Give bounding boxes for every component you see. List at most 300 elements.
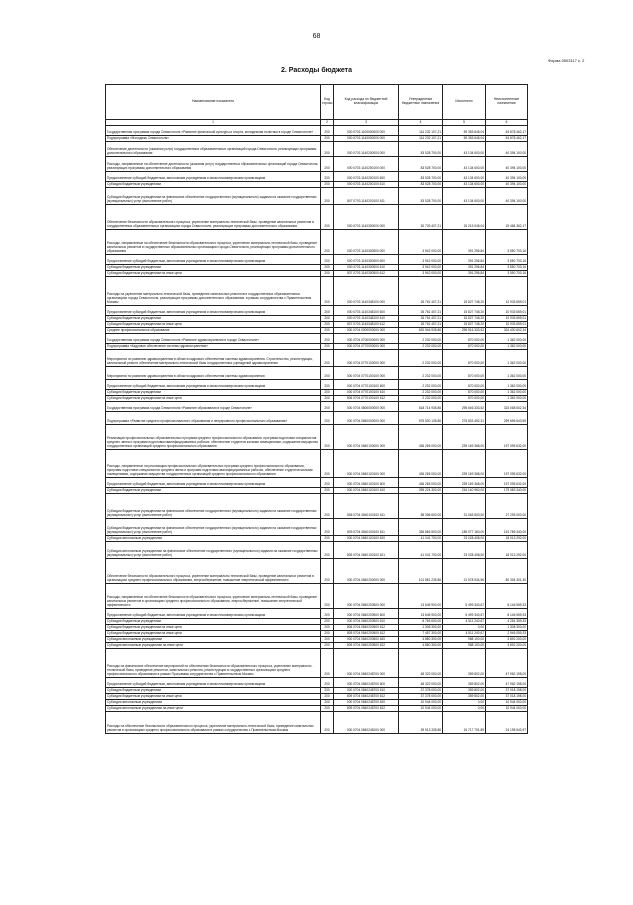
row-approved: 436 265 000,00 xyxy=(399,450,443,478)
table-row xyxy=(106,425,528,450)
row-classification: 000 0704 0800000000 000 xyxy=(334,402,399,412)
row-classification: 806 0704 0770100100 612 xyxy=(334,396,399,402)
row-approved: 26 761 407,21 xyxy=(399,316,443,322)
row-unexecuted: 1 362 000,00 xyxy=(486,390,528,396)
row-classification: 000 0704 0840200500 620 xyxy=(334,637,399,643)
row-executed: 43 134 600,00 xyxy=(443,182,486,188)
row-executed: 59 353 645,04 xyxy=(443,136,486,142)
row-classification: 000 0704 0840248100 000 xyxy=(334,712,399,734)
row-executed: 988 100,00 xyxy=(443,643,486,649)
row-classification: 000 0703 1140200100 610 xyxy=(334,182,399,188)
table-row xyxy=(106,188,528,205)
row-executed: 59 353 645,04 xyxy=(443,126,486,136)
row-code: 200 xyxy=(321,402,334,412)
table-row xyxy=(106,172,528,182)
row-approved: 618 714 935,86 xyxy=(399,402,443,412)
row-executed: 23 028 408,00 xyxy=(443,536,486,542)
row-name: Мероприятия по развитию здравоохранения в области кадрового обеспечения системы здравоохранения xyxy=(106,367,321,380)
table-row xyxy=(106,126,528,136)
row-unexecuted: 47 962 198,00 xyxy=(486,678,528,688)
row-approved: 436 265 000,00 xyxy=(399,425,443,450)
row-approved: 26 761 407,21 xyxy=(399,277,443,306)
col-index: 3 xyxy=(334,120,399,126)
row-unexecuted: 3 550 703,16 xyxy=(486,271,528,277)
row-approved: 3 942 000,00 xyxy=(399,271,443,277)
row-approved: 48 322 000,00 xyxy=(399,649,443,678)
row-name: Обеспечение деятельности (оказания услуг) государственных образовательных организаций города Севастополя, реализующих программы дополнительного образования xyxy=(106,142,321,157)
row-approved: 2 232 000,00 xyxy=(399,396,443,402)
row-unexecuted: 197 095 632,00 xyxy=(486,478,528,488)
row-name: Предоставление субсидий бюджетным, автономным учреждениям и иным некоммерческим организациям xyxy=(106,172,321,182)
row-code: 200 xyxy=(321,412,334,425)
row-name: Обеспечение безопасности образовательного процесса, укрепление материально-технической базы, проведение капитальных ремонтов в организациях среднего профессионального образования, энергосбережение, повышение энергетической эффективности xyxy=(106,559,321,584)
row-classification: 000 0703 1140300000 000 xyxy=(334,205,399,230)
row-code: 200 xyxy=(321,205,334,230)
table-row xyxy=(106,678,528,688)
row-name: Мероприятия по развитию здравоохранения в области кадрового обеспечения системы здравоохранения. Строительство, реконструкция, капитальный ремонт, обеспечение материально-технической базы государственных учреждений здравоохранения xyxy=(106,350,321,367)
row-approved: 2 232 000,00 xyxy=(399,350,443,367)
table-row xyxy=(106,450,528,478)
row-name: Предоставление субсидий бюджетным, автономным учреждениям и иным некоммерческим организациям xyxy=(106,255,321,265)
row-code: 200 xyxy=(321,559,334,584)
row-executed: 870 000,00 xyxy=(443,344,486,350)
row-code: 200 xyxy=(321,694,334,700)
row-name: Субсидии бюджетным учреждениям на иные цели xyxy=(106,322,321,328)
row-approved: 13 645 900,00 xyxy=(399,584,443,609)
table-row xyxy=(106,255,528,265)
row-unexecuted: 54 878 462,17 xyxy=(486,126,528,136)
row-code: 200 xyxy=(321,678,334,688)
row-unexecuted: 10 933 659,01 xyxy=(486,277,528,306)
row-approved: 26 761 407,21 xyxy=(399,306,443,316)
row-executed: 359 802,00 xyxy=(443,694,486,700)
col-index: 6 xyxy=(486,120,528,126)
row-executed: 239 169 368,00 xyxy=(443,450,486,478)
row-code: 200 xyxy=(321,609,334,619)
row-code: 200 xyxy=(321,136,334,142)
row-approved: 2 232 000,00 xyxy=(399,390,443,396)
row-code: 200 xyxy=(321,700,334,706)
row-executed: 870 000,00 xyxy=(443,396,486,402)
row-executed: 0,00 xyxy=(443,625,486,631)
row-executed: 23 028 408,00 xyxy=(443,542,486,559)
row-approved: 83 528 700,00 xyxy=(399,188,443,205)
row-classification: 807 0703 1140200100 611 xyxy=(334,188,399,205)
row-unexecuted: 1 362 000,00 xyxy=(486,380,528,390)
row-classification: 000 0704 0840100100 620 xyxy=(334,536,399,542)
row-code: 200 xyxy=(321,519,334,536)
table-row xyxy=(106,402,528,412)
row-approved: 30 703 407,21 xyxy=(399,205,443,230)
table-row xyxy=(106,142,528,157)
row-classification: 000 0704 0000000000 000 xyxy=(334,328,399,334)
row-executed: 0,00 xyxy=(443,706,486,712)
row-name: Реализация профессиональных образовательных программ среднего профессионального образования, программ подготовки специалистов среднего звена и программ подготовки квалифицированных рабочих, обеспечение студентов жилыми помещениями, содержание имущества государственных организаций среднего профессионального образования xyxy=(106,425,321,450)
row-unexecuted: 54 878 462,17 xyxy=(486,136,528,142)
row-code: 200 xyxy=(321,712,334,734)
row-classification: 807 0703 1140348100 612 xyxy=(334,322,399,328)
row-approved: 39 913 335,86 xyxy=(399,712,443,734)
row-unexecuted: 10 944 000,00 xyxy=(486,700,528,706)
row-unexecuted: 3 550 703,16 xyxy=(486,230,528,255)
row-classification: 000 0703 1140200100 000 xyxy=(334,157,399,172)
row-unexecuted: 47 962 198,00 xyxy=(486,649,528,678)
row-executed: 4 511 240,67 xyxy=(443,619,486,625)
row-unexecuted: 10 944 000,00 xyxy=(486,706,528,712)
row-approved: 41 041 700,00 xyxy=(399,542,443,559)
row-classification: 809 0704 0840248700 612 xyxy=(334,694,399,700)
row-code: 200 xyxy=(321,142,334,157)
row-unexecuted: 1 362 000,00 xyxy=(486,396,528,402)
header-unexecuted: Неисполненные назначения xyxy=(486,85,528,120)
row-approved: 58 356 600,00 xyxy=(399,494,443,519)
row-name: Субсидии автономным учреждениям xyxy=(106,536,321,542)
row-code: 200 xyxy=(321,344,334,350)
row-unexecuted: 40 394 100,00 xyxy=(486,172,528,182)
row-classification: 000 0703 1140000000 000 xyxy=(334,136,399,142)
header-code: Код строки xyxy=(321,85,334,120)
col-index: 1 xyxy=(106,120,321,126)
row-name: Субсидии бюджетным учреждениям xyxy=(106,182,321,188)
row-executed: 15 827 748,20 xyxy=(443,322,486,328)
table-row xyxy=(106,542,528,559)
row-approved: 48 322 000,00 xyxy=(399,678,443,688)
row-classification: 000 0703 1140200000 000 xyxy=(334,142,399,157)
row-code: 200 xyxy=(321,322,334,328)
row-approved: 436 265 000,00 xyxy=(399,478,443,488)
row-classification: 000 0704 0770100100 600 xyxy=(334,380,399,390)
row-executed: 988 100,00 xyxy=(443,637,486,643)
row-unexecuted: 1 308 300,00 xyxy=(486,625,528,631)
row-approved: 83 528 700,00 xyxy=(399,142,443,157)
row-code: 200 xyxy=(321,688,334,694)
row-approved: 4 880 300,00 xyxy=(399,643,443,649)
row-classification: 000 0703 1140348100 610 xyxy=(334,316,399,322)
row-executed: 391 296,84 xyxy=(443,265,486,271)
row-classification: 837 0703 1140300500 612 xyxy=(334,271,399,277)
row-name: Государственная программа города Севастополя «Развитие физической культуры и спорта, молодежная политика в городе Севастополе» xyxy=(106,126,321,136)
table-row xyxy=(106,380,528,390)
row-executed: 870 000,00 xyxy=(443,390,486,396)
row-executed: 185 077 160,00 xyxy=(443,519,486,536)
row-approved: 101 881 235,86 xyxy=(399,559,443,584)
row-classification: 000 0704 0770100100 610 xyxy=(334,390,399,396)
row-name: Подпрограмма «Развитие среднего профессионального образования и непрерывного профессионального образования» xyxy=(106,412,321,425)
header-classification: Код расхода по бюджетной классификации xyxy=(334,85,399,120)
row-code: 200 xyxy=(321,649,334,678)
row-code: 200 xyxy=(321,396,334,402)
header-approved: Утвержденные бюджетные назначения xyxy=(399,85,443,120)
row-executed: 15 827 748,20 xyxy=(443,277,486,306)
row-unexecuted: 3 550 703,16 xyxy=(486,255,528,265)
row-approved: 41 041 700,00 xyxy=(399,536,443,542)
row-classification: 000 0704 0840200500 610 xyxy=(334,619,399,625)
row-unexecuted: 197 095 632,00 xyxy=(486,450,528,478)
row-executed: 870 000,00 xyxy=(443,334,486,344)
table-row xyxy=(106,494,528,519)
table-row xyxy=(106,712,528,734)
row-name: Субсидии бюджетным учреждениям xyxy=(106,688,321,694)
table-row xyxy=(106,230,528,255)
row-approved: 26 761 407,21 xyxy=(399,322,443,328)
row-name: Субсидии бюджетным учреждениям на иные цели xyxy=(106,694,321,700)
row-unexecuted: 324 430 602,34 xyxy=(486,328,528,334)
row-classification: 000 0704 0840200000 000 xyxy=(334,559,399,584)
row-unexecuted: 8 146 559,33 xyxy=(486,609,528,619)
row-unexecuted: 27 293 000,00 xyxy=(486,494,528,519)
row-executed: 15 827 748,20 xyxy=(443,306,486,316)
row-code: 200 xyxy=(321,542,334,559)
row-unexecuted: 18 013 292,00 xyxy=(486,542,528,559)
row-unexecuted: 2 946 059,33 xyxy=(486,631,528,637)
row-executed: 5 499 340,67 xyxy=(443,584,486,609)
table-row xyxy=(106,559,528,584)
row-unexecuted: 323 068 602,34 xyxy=(486,402,528,412)
page-number: 68 xyxy=(312,33,321,40)
row-approved: 2 232 000,00 xyxy=(399,334,443,344)
row-name: Обеспечение безопасности образовательного процесса, укрепление материально-технической базы, проведение капитальных ремонтов в государственных образовательных организациях города Севастополя, реализующих программы дополнительного образования xyxy=(106,205,321,230)
row-classification: 000 0704 0840100100 600 xyxy=(334,478,399,488)
row-approved: 395 224 300,00 xyxy=(399,488,443,494)
row-classification: 000 0704 0770100000 000 xyxy=(334,350,399,367)
row-classification: 806 0704 0840200500 612 xyxy=(334,625,399,631)
row-executed: 15 717 791,89 xyxy=(443,712,486,734)
row-unexecuted: 179 083 340,00 xyxy=(486,488,528,494)
row-unexecuted: 1 362 000,00 xyxy=(486,367,528,380)
row-executed: 870 000,00 xyxy=(443,380,486,390)
row-executed: 391 296,84 xyxy=(443,255,486,265)
row-name: Субсидии бюджетным учреждениям на иные цели xyxy=(106,396,321,402)
row-classification: 000 0704 0840100100 610 xyxy=(334,488,399,494)
row-executed: 43 134 600,00 xyxy=(443,188,486,205)
row-name: Предоставление субсидий бюджетным, автономным учреждениям и иным некоммерческим организациям xyxy=(106,478,321,488)
row-classification: 000 0704 0840248700 620 xyxy=(334,700,399,706)
row-unexecuted: 37 018 198,00 xyxy=(486,688,528,694)
row-code: 200 xyxy=(321,157,334,172)
row-classification: 000 0703 1140300500 600 xyxy=(334,255,399,265)
row-unexecuted: 40 394 100,00 xyxy=(486,188,528,205)
row-name: Расходы, направленные на реализацию профессиональных образовательных программ среднего профессионального образования, программ подготовки специалистов среднего звена и программ подготовки квалифицированных рабочих, обеспечение студентов жилыми помещениями, содержание имущества государственных организаций среднего профессионального образования xyxy=(106,450,321,478)
table-row xyxy=(106,306,528,316)
row-classification: 809 0704 0840100100 611 xyxy=(334,519,399,536)
row-code: 200 xyxy=(321,255,334,265)
row-name: Предоставление субсидий бюджетным, автономным учреждениям и иным некоммерческим организациям xyxy=(106,306,321,316)
row-executed: 15 219 045,04 xyxy=(443,205,486,230)
table-row xyxy=(106,157,528,172)
col-index: 5 xyxy=(443,120,486,126)
row-executed: 359 802,00 xyxy=(443,649,486,678)
row-code: 200 xyxy=(321,316,334,322)
row-approved: 4 880 300,00 xyxy=(399,637,443,643)
row-code: 200 xyxy=(321,637,334,643)
row-classification: 000 0703 1100000000 000 xyxy=(334,126,399,136)
row-code: 200 xyxy=(321,350,334,367)
row-name: Среднее профессиональное образование xyxy=(106,328,321,334)
row-approved: 620 946 935,86 xyxy=(399,328,443,334)
row-code: 200 xyxy=(321,450,334,478)
row-code: 200 xyxy=(321,182,334,188)
row-executed: 43 134 600,00 xyxy=(443,142,486,157)
row-executed: 275 833 492,31 xyxy=(443,412,486,425)
row-code: 200 xyxy=(321,536,334,542)
row-approved: 7 457 300,00 xyxy=(399,631,443,637)
row-code: 200 xyxy=(321,230,334,255)
row-code: 200 xyxy=(321,188,334,205)
row-code: 200 xyxy=(321,328,334,334)
row-unexecuted: 40 394 100,00 xyxy=(486,142,528,157)
table-row xyxy=(106,367,528,380)
row-code: 200 xyxy=(321,619,334,625)
table-row xyxy=(106,205,528,230)
table-row xyxy=(106,649,528,678)
row-classification: 000 0703 1140300500 000 xyxy=(334,230,399,255)
row-classification: 809 0704 0840200500 612 xyxy=(334,631,399,637)
row-code: 200 xyxy=(321,126,334,136)
row-code: 200 xyxy=(321,706,334,712)
row-approved: 114 232 107,21 xyxy=(399,126,443,136)
row-classification: 000 0704 0840100100 000 xyxy=(334,450,399,478)
row-unexecuted: 10 933 659,01 xyxy=(486,316,528,322)
row-code: 200 xyxy=(321,172,334,182)
row-classification: 000 0703 1140200100 600 xyxy=(334,172,399,182)
row-unexecuted: 3 892 200,00 xyxy=(486,637,528,643)
row-unexecuted: 299 696 643,55 xyxy=(486,412,528,425)
row-classification: 806 0704 0840100100 611 xyxy=(334,494,399,519)
row-approved: 13 645 900,00 xyxy=(399,609,443,619)
row-code: 200 xyxy=(321,277,334,306)
row-classification: 000 0704 0840000000 000 xyxy=(334,412,399,425)
header-name: Наименование показателя xyxy=(106,85,321,120)
row-executed: 31 063 600,00 xyxy=(443,494,486,519)
row-approved: 336 866 500,00 xyxy=(399,519,443,536)
row-executed: 239 169 368,00 xyxy=(443,425,486,450)
header-executed: Исполнено xyxy=(443,85,486,120)
section-title: 2. Расходы бюджета xyxy=(281,67,352,74)
table-row xyxy=(106,609,528,619)
table-row xyxy=(106,519,528,536)
row-name: Субсидии автономным учреждениям на иные цели xyxy=(106,706,321,712)
row-approved: 575 530 135,86 xyxy=(399,412,443,425)
row-classification: 000 0704 0840248700 600 xyxy=(334,678,399,688)
row-unexecuted: 1 362 000,00 xyxy=(486,334,528,344)
row-approved: 8 765 600,00 xyxy=(399,619,443,625)
row-code: 200 xyxy=(321,265,334,271)
table-row xyxy=(106,350,528,367)
row-name: Субсидии бюджетным учреждениям xyxy=(106,316,321,322)
row-approved: 3 942 000,00 xyxy=(399,230,443,255)
row-executed: 216 140 960,00 xyxy=(443,488,486,494)
row-unexecuted: 80 304 301,30 xyxy=(486,559,528,584)
row-code: 200 xyxy=(321,625,334,631)
row-unexecuted: 1 362 000,00 xyxy=(486,350,528,367)
row-executed: 239 169 368,00 xyxy=(443,478,486,488)
row-code: 200 xyxy=(321,367,334,380)
row-name: Подпрограмма «Кадровое обеспечение системы здравоохранения» xyxy=(106,344,321,350)
table-header xyxy=(106,85,528,120)
row-code: 200 xyxy=(321,334,334,344)
row-executed: 0,00 xyxy=(443,700,486,706)
row-name: Государственная программа города Севастополя «Развитие образования в городе Севастополе» xyxy=(106,402,321,412)
row-classification: 000 0704 0840100000 000 xyxy=(334,425,399,450)
row-unexecuted: 18 013 292,00 xyxy=(486,536,528,542)
row-name: Предоставление субсидий бюджетным, автономным учреждениям и иным некоммерческим организациям xyxy=(106,380,321,390)
row-classification: 809 0704 0840100100 621 xyxy=(334,542,399,559)
row-classification: 000 0704 0700000000 000 xyxy=(334,334,399,344)
row-code: 200 xyxy=(321,643,334,649)
table-row xyxy=(106,584,528,609)
row-executed: 391 296,84 xyxy=(443,271,486,277)
row-executed: 43 134 600,00 xyxy=(443,172,486,182)
row-approved: 2 232 000,00 xyxy=(399,367,443,380)
row-name: Расходы, направленные на обеспечение деятельности (оказания услуг) государственных образовательных организаций города Севастополя, реализующих программы дополнительного образования xyxy=(106,157,321,172)
row-name: Расходы на укрепление материально-технической базы, проведение капитальных ремонтов в государственных образовательных организациях города Севастополя, реализующих программы дополнительного образования, в рамках сотрудничества с Правительством Москвы xyxy=(106,277,321,306)
row-name: Расходы на обеспечение безопасности образовательного процесса, укрепление материально-технической базы, проведение капитальных ремонтов в организациях среднего профессионального образования в рамках сотрудничества с Правительством Москвы xyxy=(106,712,321,734)
row-name: Субсидии бюджетным учреждениям xyxy=(106,488,321,494)
row-classification: 000 0704 0840248700 610 xyxy=(334,688,399,694)
row-approved: 10 944 000,00 xyxy=(399,700,443,706)
row-code: 200 xyxy=(321,271,334,277)
row-code: 200 xyxy=(321,584,334,609)
row-name: Субсидии бюджетным учреждениям на иные цели xyxy=(106,271,321,277)
row-executed: 870 000,00 xyxy=(443,350,486,367)
row-name: Субсидии автономным учреждениям xyxy=(106,637,321,643)
row-executed: 296 516 333,52 xyxy=(443,328,486,334)
row-approved: 2 232 000,00 xyxy=(399,344,443,350)
row-classification: 000 0704 0770100100 000 xyxy=(334,367,399,380)
row-approved: 83 528 700,00 xyxy=(399,182,443,188)
row-code: 200 xyxy=(321,425,334,450)
row-name: Подпрограмма «Молодежь Севастополя» xyxy=(106,136,321,142)
row-unexecuted: 8 146 559,33 xyxy=(486,584,528,609)
row-code: 200 xyxy=(321,380,334,390)
row-approved: 83 528 700,00 xyxy=(399,157,443,172)
col-index: 2 xyxy=(321,120,334,126)
row-name: Расходы, направленные на обеспечение безопасности образовательного процесса, укрепление материально-технической базы, проведение капитальных ремонтов в организациях среднего профессионального образования, энергосбережение, повышение энергетической эффективности xyxy=(106,584,321,609)
row-name: Субсидии бюджетным учреждениям xyxy=(106,619,321,625)
table-row xyxy=(106,334,528,344)
row-approved: 3 942 000,00 xyxy=(399,255,443,265)
row-executed: 15 827 748,20 xyxy=(443,316,486,322)
row-name: Субсидии бюджетным учреждениям на иные цели xyxy=(106,625,321,631)
row-code: 200 xyxy=(321,488,334,494)
col-index: 4 xyxy=(399,120,443,126)
row-name: Субсидии автономным учреждениям на финансовое обеспечение государственного (муниципального) задания на оказание государственных (муниципальных) услуг (выполнение работ) xyxy=(106,542,321,559)
row-classification: 809 0704 0840200500 622 xyxy=(334,643,399,649)
row-classification: 809 0704 0840248700 622 xyxy=(334,706,399,712)
row-approved: 3 942 000,00 xyxy=(399,265,443,271)
row-code: 200 xyxy=(321,306,334,316)
row-unexecuted: 37 018 198,00 xyxy=(486,694,528,700)
row-executed: 359 802,00 xyxy=(443,688,486,694)
row-executed: 21 578 934,56 xyxy=(443,559,486,584)
row-approved: 83 528 700,00 xyxy=(399,172,443,182)
row-name: Субсидии бюджетным учреждениям на финансовое обеспечение государственного (муниципального) задания на оказание государственных (муниципальных) услуг (выполнение работ) xyxy=(106,188,321,205)
row-classification: 000 0704 0840248700 000 xyxy=(334,649,399,678)
row-executed: 870 000,00 xyxy=(443,367,486,380)
row-name: Расходы, направленные на обеспечение безопасности образовательного процесса, укрепление материально-технической базы, проведение капитальных ремонтов в государственных образовательных организациях города Севастополя, реализующих программы дополнительного образования xyxy=(106,230,321,255)
row-executed: 359 802,00 xyxy=(443,678,486,688)
row-classification: 000 0703 1140300500 610 xyxy=(334,265,399,271)
row-executed: 391 296,84 xyxy=(443,230,486,255)
row-unexecuted: 15 484 362,17 xyxy=(486,205,528,230)
expenditure-table xyxy=(105,84,528,734)
row-unexecuted: 40 394 100,00 xyxy=(486,157,528,172)
row-approved: 10 944 000,00 xyxy=(399,706,443,712)
row-executed: 5 499 340,67 xyxy=(443,609,486,619)
row-unexecuted: 24 195 543,97 xyxy=(486,712,528,734)
form-label: Форма 0503117 с. 2 xyxy=(548,58,585,63)
row-classification: 000 0704 0840200500 000 xyxy=(334,584,399,609)
